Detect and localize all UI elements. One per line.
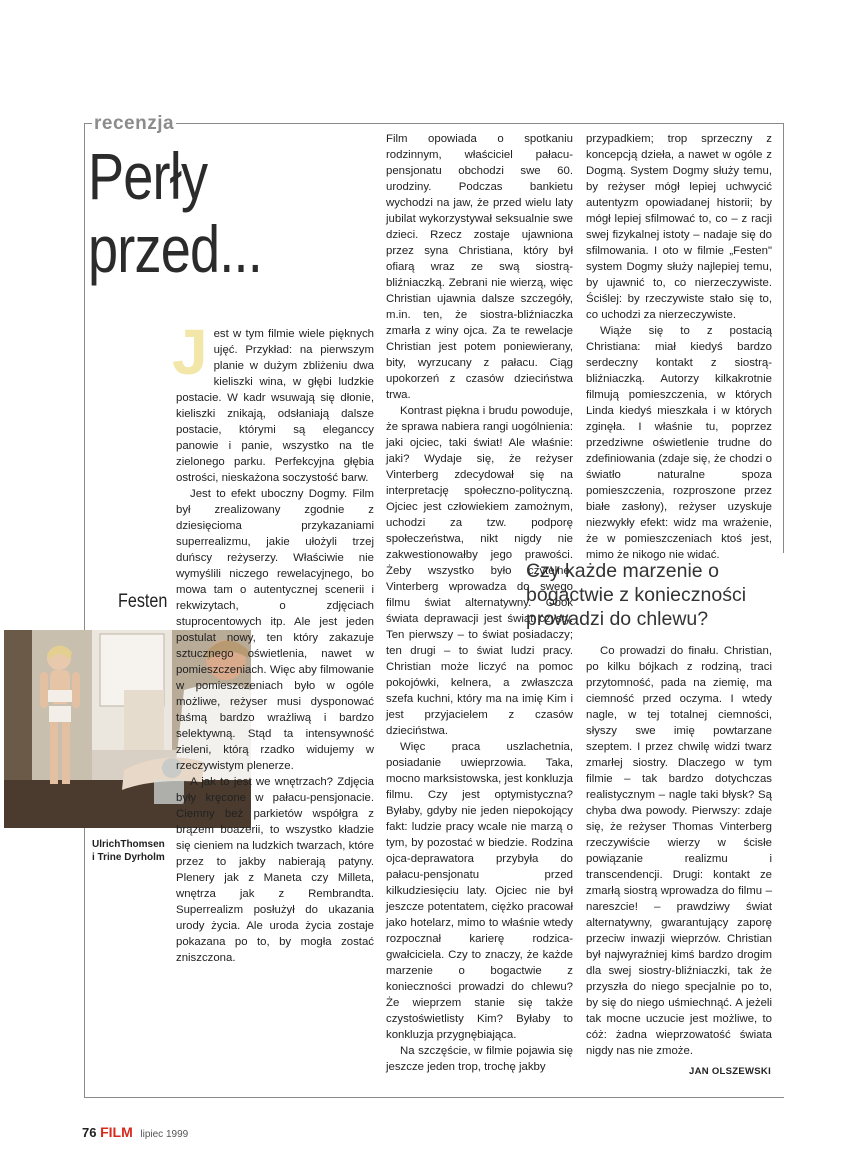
paragraph: przypadkiem; trop sprzeczny z koncepcją dzieła, a nawet w ogóle z Dogmą. System Dogmy służy temu, by reżyser mógł lepiej uchwycić autentyzm opowiadanej historii; by mógł lepiej sfilmować to, co – z racji swej fizykalnej istoty – nadaje się do sfilmowania. I oto w filmie „Festen" system Dogmy służy najlepiej temu, by ujawnić to, co nierzeczywiste. Ściślej: by rzeczywiste stało się to, co uchodzi za nierzeczywiste. bbox=[586, 133, 772, 321]
paragraph bbox=[172, 316, 374, 486]
paragraph: Co prowadzi do finału. Christian, po kilku bójkach z rodziną, traci przytomność, pada na ziemię, ma ciemność przed oczyma. I wtedy nagle, w tej totalnej ciemności, słyszy swe imię powtarzane szeptem. I przez chwilę widzi twarz zmarłej siostry. Dlaczego w tym filmie – tak bardzo dotychczas realistycznym – nagle taki błysk? Są chyba dwa powody. Pierwszy: zdaje się, że reżyser Thomas Vinterberg rzeczywiście wierzy w ścisłe powiązanie realizmu i transcendencji. Drugi: kontakt ze zmarłą siostrą wprowadza do filmu – nareszcie! – prawdziwy świat alternatywny, gwarantujący zaporę przeciw inwazji wieprzów. Christian był najwyraźniej kimś bardzo drogim dla swej siostry-bliźniaczki, tak że przyszła do niego specjalnie po to, by się do niego uśmiechnąć. A jeżeli tak mocne uczucie jest możliwe, to cóż: żadna wieprzowatość świata nigdy nas nie zmoże. bbox=[586, 645, 772, 1057]
text-column-3 bbox=[586, 131, 772, 563]
page-number: 76 bbox=[82, 1125, 97, 1140]
drop-cap: J bbox=[172, 316, 208, 388]
paragraph: A jak to jest we wnętrzach? Zdjęcia były kręcone w pałacu-pensjonacie. Ciemny beż parkietów współgra z brązem boazerii, to wszystko kładzie się cieniem na ludzkich twarzach, które przez to jakby nabierają patyny. Plenery jak z Maneta czy Milleta, wnętrza jak z Rembrandta. Superrealizm posłużył do ukazania urody życia. Ale uroda życia zostaje pokazana po to, by mogła zostać zniszczona. bbox=[176, 776, 374, 964]
article-title bbox=[88, 140, 318, 286]
pull-quote: Czy każde marzenie o bogactwie z konieczności prowadzi do chlewu? bbox=[526, 560, 747, 630]
paragraph: Wiąże się to z postacią Christiana: miał kiedyś bardzo serdeczny kontakt z siostrą-bliźniaczką. Autorzy kilkakrotnie filmują pomieszczenia, w których Linda kiedyś mieszkała i w których zginęła. I właśnie tu, poprzez przedziwne oświetlenie trudne do zdefiniowania (zdaje się, że chodzi o światło naturalne spoza pomieszczenia, rozproszone przez białe zasłony), reżyser uzyskuje niezwykły efekt: widz ma wrażenie, że w pomieszczeniach ktoś jest, mimo że nikogo nie widać. bbox=[586, 325, 772, 561]
text-column-4 bbox=[586, 643, 772, 1059]
frame-line-top bbox=[84, 123, 784, 124]
issue-date: lipiec 1999 bbox=[140, 1129, 189, 1140]
paragraph-text: est w tym filmie wiele pięknych ujęć. Przykład: na pierwszym planie w dużym zbliżeniu dwa kieliszki wina, w głębi ludzkie postacie. W kadr wsuwają się dłonie, kieliszki znikają, odsłaniają dalsze postacie, którymi są eleganccy panowie i panie, wszystko na tle zielonego parku. Perfekcyjna głębia ostrości, nieskażona soczystość barw. bbox=[176, 328, 374, 484]
paragraph: Kontrast piękna i brudu powoduje, że sprawa nabiera rangi uogólnienia: jaki ojciec, taki świat! Ale właśnie: jaki? Wydaje się, że reżyser Vinterberg zdecydował się na interpretację społeczno-polityczną. Ojciec jest człowiekiem zamożnym, uchodzi za tzw. podporę społeczeństwa, nikt nigdy nie zakwestionowałby jego prawości. Żeby wszystko było czytelne, Vinterberg wprowadza do swego filmu świat alternatywny. Obok świata deprawacji jest świat czysty. Ten pierwszy – to świat posiadaczy; ten drugi – to świat ludzi pracy. Christian może liczyć na pomoc pokojówki, kelnera, a zwłaszcza szefa kuchni, który ma na imię Kim i jest przyjacielem z czasów dzieciństwa. bbox=[386, 405, 573, 737]
photo-caption bbox=[92, 838, 165, 864]
title-line-2: przed... bbox=[88, 212, 262, 286]
paragraph: Więc praca uszlachetnia, posiadanie uwieprzowia. Taka, mocno marksistowska, jest konkluzja filmu. Czy jest optymistyczna? Byłaby, gdyby nie jeden niepokojący fakt: ludzie pracy wcale nie marzą o tym, by pozostać w biedzie. Rodzina ojca-deprawatora przybyła do pałacu-pensjonatu przed kilkudziesięciu laty. Ojciec nie był jeszcze potentatem, ciężko pracował jako hotelarz, mimo to właśnie wtedy rozpocznał karierę rodzica-gwałciciela. Czy to znaczy, że każde marzenie o bogactwie z konieczności prowadzi do chlewu? Że wieprzem stanie się także czystoświetlisty Kim? Byłaby to konkluzja przygnębiająca. bbox=[386, 741, 573, 1041]
section-label: recenzja bbox=[94, 113, 175, 134]
paragraph: Jest to efekt uboczny Dogmy. Film był zrealizowany zgodnie z dziesięcioma przykazaniami superrealizmu, jakie ułożyli trzej duńscy reżyserzy. Właściwie nie wymyślili niczego rewelacyjnego, bo mowa tam o autentycznej scenerii i rekwizytach, o zdjęciach stuprocentowych itp. Ale jest jeden postulat nowy, ten który zakazuje sztucznego oświetlenia, nawet w pomieszczeniach. Więc aby filmowanie w pomieszczeniach było w ogóle możliwe, reżyser musi dysponować taśmą bardzo wrażliwą i bardzo selektywną. Stąd ta intensywność zieleni, którą rzadko widujemy w rzeczywistym plenerze. bbox=[176, 488, 374, 772]
paragraph: Film opowiada o spotkaniu rodzinnym, właściciel pałacu-pensjonatu obchodzi swe 60. urodziny. Podczas bankietu wychodzi na jaw, że przed wielu laty jubilat wykorzystywał seksualnie swe dzieci. Rzecz zostaje ujawniona przez syna Christiana, który był ofiarą wraz ze swą siostrą-bliźniaczką. Zebrani nie wierzą, więc Christian ujawnia dalsze szczegóły, m.in. ten, że siostra-bliźniaczka zmarła z winy ojca. Za te rewelacje Christian jest potem poniewierany, bity, wyrzucany z pałacu. Ciąg upokorzeń z czasów dzieciństwa trwa. bbox=[386, 133, 573, 401]
author-signature: JAN OLSZEWSKI bbox=[689, 1066, 772, 1077]
text-column-1 bbox=[172, 316, 374, 966]
frame-line-left bbox=[84, 123, 85, 1097]
caption-line-2: i Trine Dyrholm bbox=[92, 852, 165, 863]
title-line-1: Perły bbox=[88, 139, 208, 213]
magazine-logo: FILM bbox=[100, 1124, 133, 1140]
frame-line-bottom bbox=[84, 1097, 784, 1098]
page-footer bbox=[82, 1124, 188, 1140]
film-title: Festen bbox=[118, 591, 168, 612]
paragraph: Na szczęście, w filmie pojawia się jeszcze jeden trop, trochę jakby bbox=[386, 1045, 573, 1073]
caption-line-1: UlrichThomsen bbox=[92, 839, 165, 850]
frame-line-right bbox=[783, 123, 784, 553]
